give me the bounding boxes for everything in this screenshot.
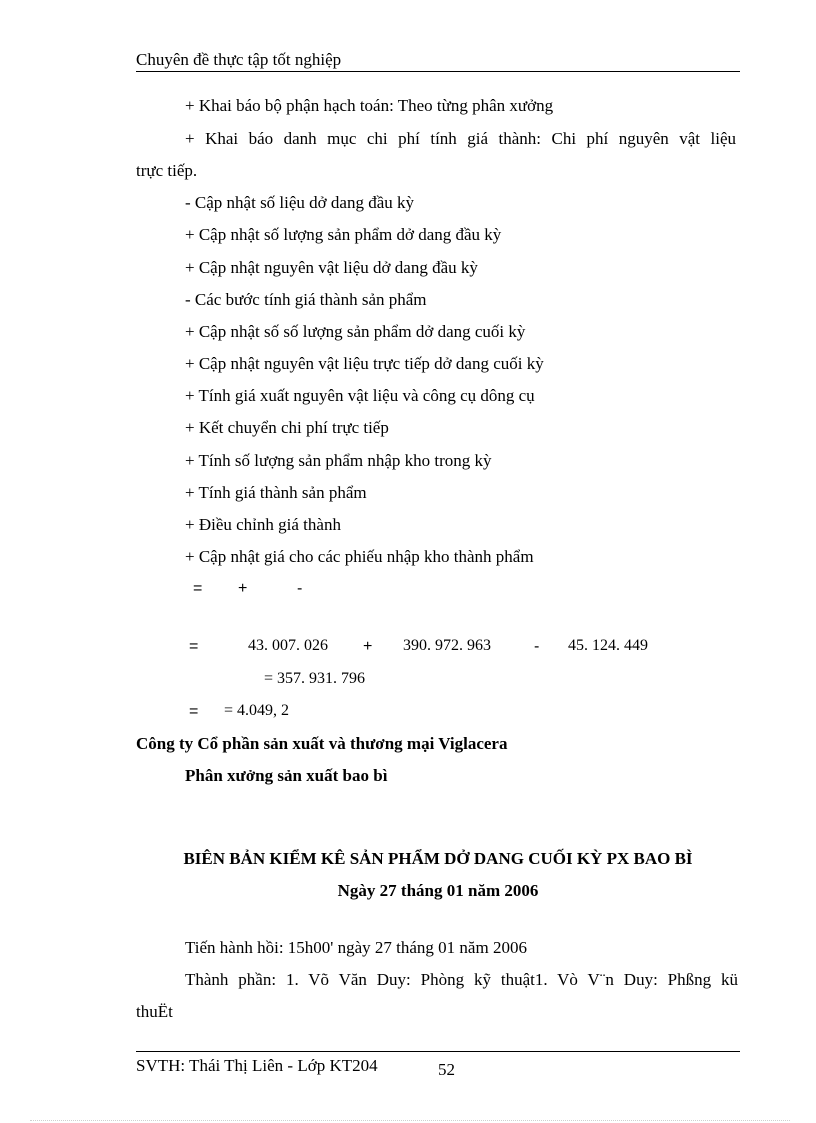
report-time-line: Tiến hành hồi: 15h00' ngày 27 tháng 01 năm 2006: [185, 938, 527, 957]
report-date: Ngày 27 tháng 01 năm 2006: [337, 881, 539, 900]
body-line: + Khai báo danh mục chi phí tính giá thành: Chi phí nguyên vật liệu: [185, 129, 736, 148]
body-line: trực tiếp.: [136, 161, 198, 180]
report-members-cont: thuËt: [136, 1002, 173, 1021]
body-line: + Tính giá xuất nguyên vật liệu và công cụ dông cụ: [185, 386, 535, 405]
formula-plus: +: [238, 580, 248, 597]
formula-equals: =: [189, 703, 199, 720]
body-line: - Cập nhật số liệu dở dang đầu kỳ: [185, 193, 415, 212]
company-name: Công ty Cổ phần sản xuất và thương mại Viglacera: [136, 734, 508, 753]
formula-equals: =: [189, 638, 199, 655]
formula-total: = 357. 931. 796: [264, 670, 366, 687]
formula-equals: =: [193, 580, 203, 597]
body-line: + Tính số lượng sản phẩm nhập kho trong kỳ: [185, 451, 492, 470]
formula-minus: -: [297, 580, 303, 597]
formula-plus: +: [363, 638, 373, 655]
page-bottom-border: [30, 1120, 790, 1121]
page-number: 52: [438, 1060, 455, 1079]
report-title: BIÊN BẢN KIỂM KÊ SẢN PHẨM DỞ DANG CUỐI KỲ PX BAO BÌ: [183, 849, 693, 868]
body-line: - Các bước tính giá thành sản phẩm: [185, 290, 427, 309]
formula-value: 45. 124. 449: [568, 637, 648, 654]
formula-value: 390. 972. 963: [403, 637, 491, 654]
body-line: + Cập nhật nguyên vật liệu trực tiếp dở dang cuối kỳ: [185, 354, 544, 373]
report-members-line: Thành phần: 1. Võ Văn Duy: Phòng kỹ thuật1. Vò V¨n Duy: Phßng kü: [185, 970, 738, 989]
body-line: + Điều chỉnh giá thành: [185, 515, 341, 534]
company-department: Phân xưởng sản xuất bao bì: [185, 766, 388, 785]
body-line: + Khai báo bộ phận hạch toán: Theo từng phân xưởng: [185, 96, 554, 115]
header-rule: [136, 71, 740, 72]
formula-value: 43. 007. 026: [248, 637, 328, 654]
formula-minus: -: [534, 638, 540, 655]
body-line: + Cập nhật số lượng sản phẩm dở dang đầu kỳ: [185, 225, 502, 244]
body-line: + Cập nhật giá cho các phiếu nhập kho thành phẩm: [185, 547, 534, 566]
formula-result: = 4.049, 2: [224, 702, 290, 719]
footer-rule: [136, 1051, 740, 1052]
footer-author: SVTH: Thái Thị Liên - Lớp KT204: [136, 1056, 378, 1075]
body-line: + Tính giá thành sản phẩm: [185, 483, 367, 502]
body-line: + Kết chuyển chi phí trực tiếp: [185, 418, 389, 437]
page-header-title: Chuyên đề thực tập tốt nghiệp: [136, 50, 342, 69]
body-line: + Cập nhật nguyên vật liệu dở dang đầu kỳ: [185, 258, 478, 277]
body-line: + Cập nhật số số lượng sản phẩm dở dang cuối kỳ: [185, 322, 526, 341]
